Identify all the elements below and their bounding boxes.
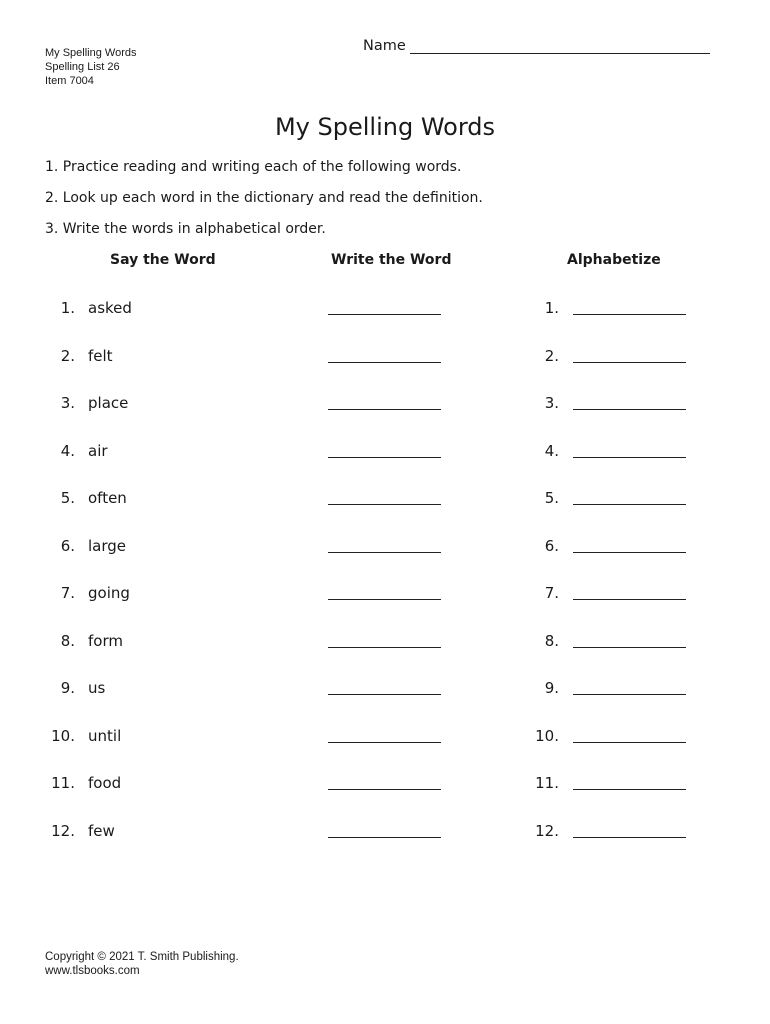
- spelling-word: asked: [88, 299, 132, 317]
- instruction-1: 1. Practice reading and writing each of the following words.: [45, 159, 462, 175]
- spelling-word: felt: [88, 346, 113, 365]
- alphabetize-blank[interactable]: [573, 586, 686, 600]
- word-number: 10.: [51, 726, 75, 745]
- word-number: 6.: [60, 536, 75, 555]
- word-row: [0, 584, 770, 614]
- write-word-blank[interactable]: [328, 776, 441, 790]
- alphabetize-blank[interactable]: [573, 634, 686, 648]
- meta-item: Item 7004: [45, 75, 94, 87]
- alphabetize-number: 10.: [535, 726, 559, 745]
- footer: [45, 950, 239, 978]
- word-number: 11.: [51, 774, 75, 792]
- footer-website: www.tlsbooks.com: [45, 965, 140, 977]
- word-number: 9.: [60, 679, 75, 697]
- name-field[interactable]: [363, 38, 710, 54]
- word-row: [0, 299, 770, 329]
- alphabetize-number: 6.: [544, 536, 559, 555]
- alphabetize-number: 5.: [544, 489, 559, 507]
- write-word-blank[interactable]: [328, 491, 441, 505]
- alphabetize-number: 7.: [544, 584, 559, 602]
- alphabetize-number: 3.: [544, 394, 559, 412]
- word-number: 4.: [60, 441, 75, 460]
- spelling-word: often: [88, 489, 127, 507]
- word-row: [0, 347, 770, 377]
- spelling-word: place: [88, 394, 129, 412]
- alphabetize-number: 9.: [544, 679, 559, 697]
- alphabetize-blank[interactable]: [573, 681, 686, 695]
- alphabetize-blank[interactable]: [573, 301, 686, 315]
- alphabetize-number: 12.: [535, 821, 559, 840]
- word-row: [0, 727, 770, 757]
- write-word-blank[interactable]: [328, 634, 441, 648]
- word-number: 7.: [60, 584, 75, 602]
- column-header-say: Say the Word: [110, 252, 216, 268]
- word-row: [0, 442, 770, 472]
- word-number: 3.: [60, 394, 75, 412]
- header-meta: [45, 46, 137, 88]
- word-number: 5.: [60, 489, 75, 507]
- spelling-word: few: [88, 821, 115, 840]
- spelling-word: until: [88, 726, 122, 745]
- spelling-word: air: [88, 441, 108, 460]
- alphabetize-number: 2.: [544, 346, 559, 365]
- alphabetize-blank[interactable]: [573, 824, 686, 838]
- spelling-word: large: [88, 536, 127, 555]
- word-row: [0, 822, 770, 852]
- word-row: [0, 632, 770, 662]
- word-number: 12.: [51, 821, 75, 840]
- alphabetize-blank[interactable]: [573, 396, 686, 410]
- write-word-blank[interactable]: [328, 396, 441, 410]
- write-word-blank[interactable]: [328, 586, 441, 600]
- alphabetize-blank[interactable]: [573, 444, 686, 458]
- write-word-blank[interactable]: [328, 301, 441, 315]
- alphabetize-blank[interactable]: [573, 539, 686, 553]
- word-number: 2.: [60, 346, 75, 365]
- footer-copyright: Copyright © 2021 T. Smith Publishing.: [45, 951, 239, 963]
- column-header-write: Write the Word: [331, 252, 452, 268]
- meta-list: Spelling List 26: [45, 61, 120, 73]
- spelling-word: going: [88, 584, 130, 602]
- word-row: [0, 774, 770, 804]
- word-row: [0, 489, 770, 519]
- page-title: My Spelling Words: [274, 113, 496, 141]
- alphabetize-blank[interactable]: [573, 491, 686, 505]
- alphabetize-number: 8.: [544, 631, 559, 650]
- word-number: 8.: [60, 631, 75, 650]
- write-word-blank[interactable]: [328, 539, 441, 553]
- word-row: [0, 394, 770, 424]
- column-header-alphabetize: Alphabetize: [567, 252, 661, 268]
- alphabetize-blank[interactable]: [573, 776, 686, 790]
- alphabetize-number: 1.: [544, 299, 559, 317]
- spelling-word: us: [88, 679, 106, 697]
- name-label: Name: [363, 38, 406, 54]
- write-word-blank[interactable]: [328, 681, 441, 695]
- word-number: 1.: [60, 299, 75, 317]
- alphabetize-number: 11.: [535, 774, 559, 792]
- write-word-blank[interactable]: [328, 444, 441, 458]
- spelling-word: form: [88, 631, 123, 650]
- instruction-3: 3. Write the words in alphabetical order.: [45, 221, 326, 237]
- alphabetize-number: 4.: [544, 441, 559, 460]
- write-word-blank[interactable]: [328, 349, 441, 363]
- word-row: [0, 679, 770, 709]
- write-word-blank[interactable]: [328, 824, 441, 838]
- word-row: [0, 537, 770, 567]
- alphabetize-blank[interactable]: [573, 729, 686, 743]
- meta-title: My Spelling Words: [45, 47, 137, 59]
- instruction-2: 2. Look up each word in the dictionary and read the definition.: [45, 190, 483, 206]
- write-word-blank[interactable]: [328, 729, 441, 743]
- alphabetize-blank[interactable]: [573, 349, 686, 363]
- spelling-word: food: [88, 774, 122, 792]
- name-blank-line[interactable]: [410, 39, 710, 54]
